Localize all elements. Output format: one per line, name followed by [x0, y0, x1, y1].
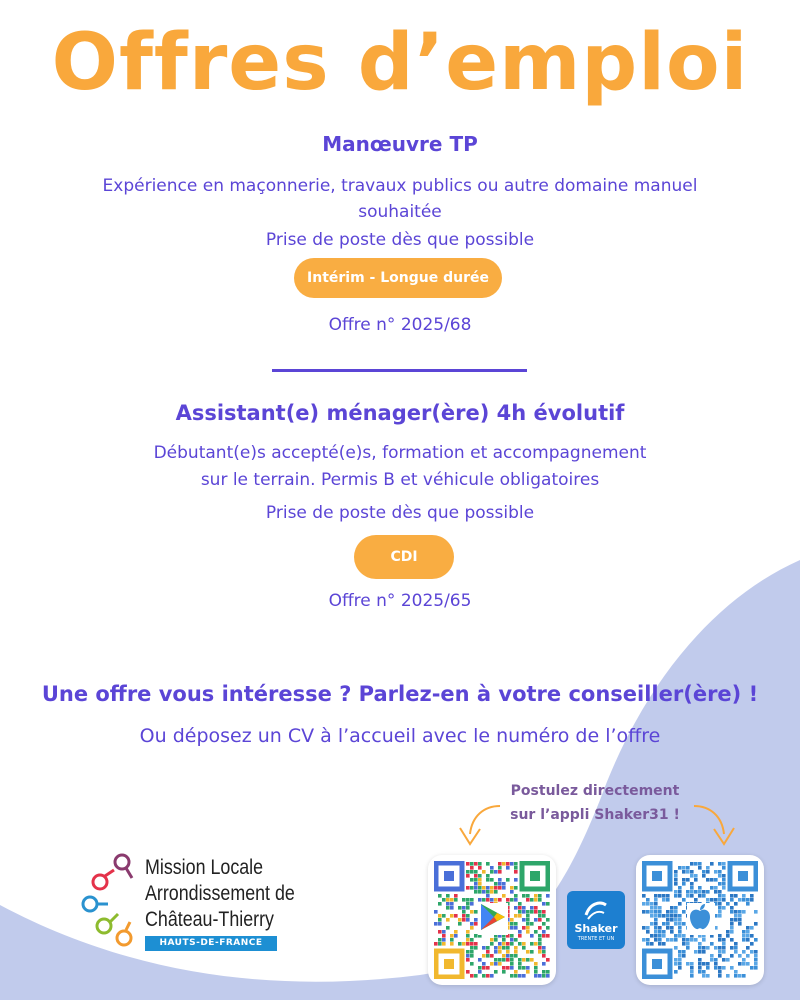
logo-line-1: Mission Locale [145, 856, 264, 879]
shaker-tagline: TRENTE ET UN [577, 936, 615, 942]
shaker-logo-icon [582, 897, 610, 921]
offer-1-start: Prise de poste dès que possible [265, 230, 535, 250]
offer-2-contract-badge: CDI [354, 535, 454, 579]
logo-line-3: Château-Thierry [145, 908, 274, 931]
curved-arrow-icon-left [448, 800, 508, 850]
apply-line-2: sur l’appli Shaker31 ! [510, 807, 680, 823]
offer-2-description-line-1: Débutant(e)s accepté(e)s, formation et accompagnement [153, 443, 647, 463]
cta-subtitle: Ou déposez un CV à l’accueil avec le numéro de l’offre [139, 725, 661, 747]
offer-2-start: Prise de poste dès que possible [265, 503, 535, 523]
apply-line-1: Postulez directement [510, 783, 680, 799]
offer-1-description-line-2: souhaitée [358, 202, 442, 222]
divider [272, 369, 527, 372]
logo-line-2: Arrondissement de [145, 882, 295, 905]
offer-2-title: Assistant(e) ménager(ère) 4h évolutif [175, 401, 625, 425]
offer-2-description-line-2: sur le terrain. Permis B et véhicule obligatoires [200, 470, 600, 490]
page-title: Offres d’emploi [51, 18, 749, 108]
apple-icon [687, 902, 713, 932]
offer-1-description-line-1: Expérience en maçonnerie, travaux publics ou autre domaine manuel [102, 176, 698, 196]
curved-arrow-icon-right [688, 800, 748, 850]
offer-1-contract-badge: Intérim - Longue durée [294, 258, 502, 298]
shaker-name: Shaker [574, 922, 618, 935]
cta-title: Une offre vous intéresse ? Parlez-en à votre conseiller(ère) ! [41, 682, 759, 706]
google-play-icon [479, 902, 507, 932]
qr-code-play-store[interactable] [428, 855, 556, 985]
offer-2-reference: Offre n° 2025/65 [328, 591, 472, 611]
mission-locale-logo-mark [78, 852, 140, 948]
shaker-app-icon[interactable] [567, 891, 625, 949]
logo-region-badge: HAUTS-DE-FRANCE [145, 936, 277, 951]
qr-code-app-store[interactable] [636, 855, 764, 985]
offer-1-title: Manœuvre TP [322, 132, 478, 156]
offer-1-reference: Offre n° 2025/68 [328, 315, 472, 335]
